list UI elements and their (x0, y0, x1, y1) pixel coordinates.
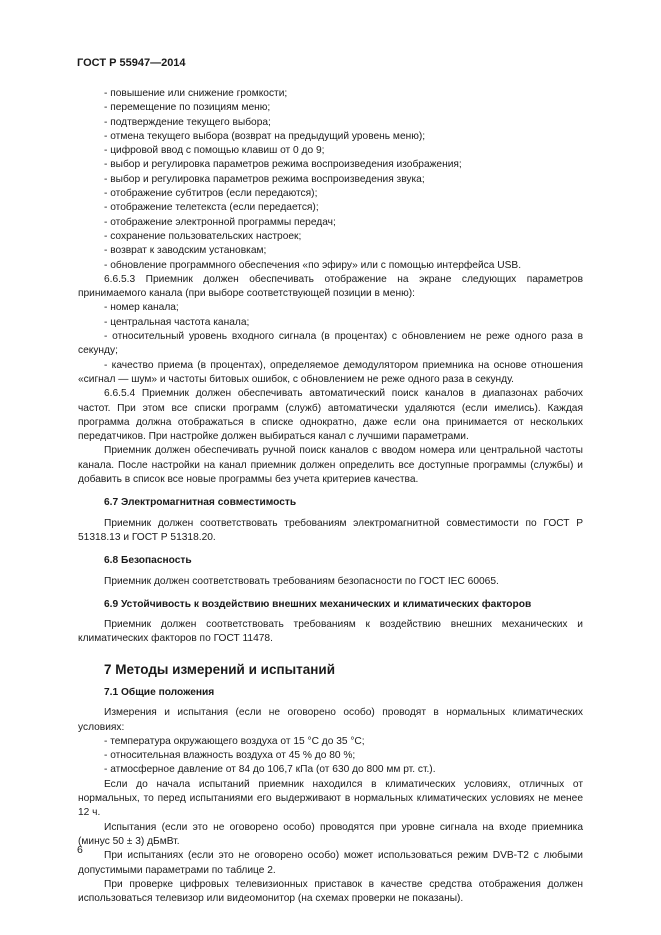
list-item: - отображение субтитров (если передаются); (104, 188, 318, 200)
chapter-heading-7: 7 Методы измерений и испытаний (104, 661, 336, 677)
list-item: - относительный уровень входного сигнала (в процентах) с обновлением не реже одного раза в секунду; (78, 331, 583, 357)
list-item: - перемещение по позициям меню; (104, 102, 271, 114)
section-text-6-8: Приемник должен соответствовать требованиям безопасности по ГОСТ IEC 60065. (104, 575, 499, 587)
list-item: - отображение телетекста (если передается); (104, 202, 319, 214)
list-item: - повышение или снижение громкости; (104, 88, 288, 99)
section-heading-6-7: 6.7 Электромагнитная совместимость (104, 497, 297, 509)
clause-6-6-5-4: 6.6.5.4 Приемник должен обеспечивать автоматический поиск каналов в диапазонах рабочих частот. При этом все списки программ (служб) автоматически удаляются (если имелись). Каждая программа должна отображаться в списке однократно, даже если она принимается от нескольких передатчиков. При настройке должен выбираться канал с лучшими параметрами. (78, 388, 583, 443)
section-intro-7-1: Измерения и испытания (если не оговорено особо) проводят в нормальных климатических условиях: (78, 707, 583, 733)
list-item: - качество приема (в процентах), определяемое демодулятором приемника на основе отношения «сигнал — шум» и частоты битовых ошибок, с обновлением не реже одного раза в секунду. (78, 359, 583, 385)
paragraph: При проверке цифровых телевизионных приставок в качестве средства отображения должен использоваться телевизор или видеомонитор (на схемах проверки не показаны). (78, 878, 583, 905)
list-item: - выбор и регулировка параметров режима воспроизведения изображения; (104, 159, 462, 171)
paragraph: При испытаниях (если это не оговорено особо) может использоваться режим DVB-T2 с любыми допустимыми параметрами по таблице 2. (78, 850, 583, 876)
list-item: - центральная частота канала; (104, 316, 250, 328)
list-item: - выбор и регулировка параметров режима воспроизведения звука; (104, 173, 425, 185)
list-item: - атмосферное давление от 84 до 106,7 кПа (от 630 до 800 мм рт. ст.). (104, 764, 436, 776)
section-heading-6-8: 6.8 Безопасность (104, 555, 192, 567)
paragraph: Если до начала испытаний приемник находился в климатических условиях, отличных от нормальных, то перед испытаниями его выдерживают в нормальных климатических условиях не менее 12 ч. (78, 778, 583, 819)
clause-6-6-5-3: 6.6.5.3 Приемник должен обеспечивать отображение на экране следующих параметров принимаемого канала (при выборе соответствующей позиции в меню): (78, 273, 583, 300)
document-header: ГОСТ Р 55947—2014 (77, 57, 186, 69)
list-item: - относительная влажность воздуха от 45 % до 80 %; (104, 750, 356, 762)
list-item: - сохранение пользовательских настроек; (104, 230, 302, 242)
list-item: - отмена текущего выбора (возврат на предыдущий уровень меню); (104, 130, 426, 142)
document-body (78, 87, 583, 906)
section-text-6-9: Приемник должен соответствовать требованиям к воздействию внешних механических и климатических факторов по ГОСТ 11478. (78, 619, 583, 645)
list-item: - номер канала; (104, 302, 179, 314)
section-text-6-7: Приемник должен соответствовать требованиям электромагнитной совместимости по ГОСТ Р 51318.13 и ГОСТ Р 51318.20. (78, 517, 583, 543)
list-item: - отображение электронной программы передач; (104, 216, 336, 228)
list-item: - подтверждение текущего выбора; (104, 116, 271, 128)
section-heading-7-1: 7.1 Общие положения (104, 686, 215, 698)
page-number: 6 (77, 844, 83, 856)
clause-6-6-5-4-cont: Приемник должен обеспечивать ручной поиск каналов с вводом номера или центральной частоты канала. После настройки на канал приемник должен определить все доступные программы (службы) и добавить в список все новые программы без учета критериев качества. (78, 445, 583, 486)
list-item: - цифровой ввод с помощью клавиш от 0 до 9; (104, 145, 325, 157)
list-item: - возврат к заводским установкам; (104, 245, 267, 257)
list-item: - обновление программного обеспечения «по эфиру» или с помощью интерфейса USB. (104, 259, 522, 271)
section-heading-6-9: 6.9 Устойчивость к воздействию внешних механических и климатических факторов (104, 598, 532, 610)
paragraph: Испытания (если это не оговорено особо) проводятся при уровне сигнала на входе приемника (минус 50 ± 3) дБмВт. (78, 821, 583, 847)
list-item: - температура окружающего воздуха от 15 °С до 35 °С; (104, 735, 365, 747)
